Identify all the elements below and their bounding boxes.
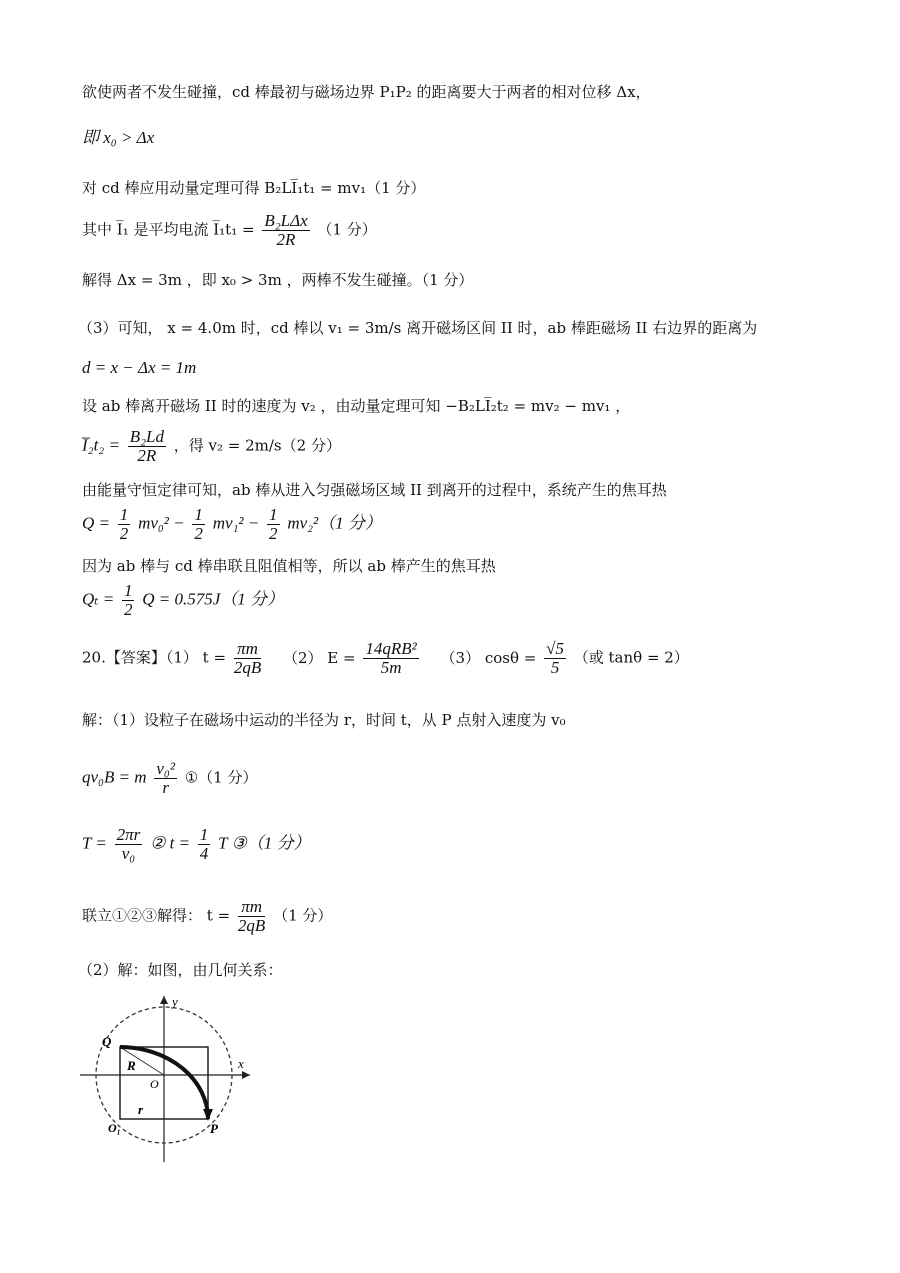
numerator: πm: [234, 640, 261, 659]
fraction: [118, 506, 131, 543]
text: qv₀B = m: [82, 767, 147, 787]
score: （1 分）: [273, 906, 333, 925]
fraction: [262, 212, 309, 249]
line-solution-1: 解：（1）设粒子在磁场中运动的半径为 r，时间 t，从 P 点射入速度为 v₀: [82, 711, 566, 729]
text: mv₂²（1 分）: [287, 513, 382, 533]
line-eq-2-3: [82, 826, 310, 863]
fraction: [122, 582, 135, 619]
text: 其中 I̅₁ 是平均电流 I̅₁t₁ =: [82, 220, 255, 239]
y-axis-arrow: [160, 996, 168, 1004]
eq-d: d = x − Δx = 1m: [82, 358, 197, 377]
text: T =: [82, 833, 107, 853]
text: ② t =: [150, 833, 191, 853]
denominator: 2: [194, 524, 203, 543]
fraction: [115, 826, 143, 863]
denominator: 2R: [276, 230, 296, 249]
text: I̅₂t₂ =: [82, 435, 120, 455]
text: ，得 v₂ = 2m/s（2 分）: [173, 436, 341, 455]
denominator: r: [162, 778, 169, 797]
score: （1 分）: [317, 220, 377, 239]
fraction: [363, 640, 418, 677]
line-average-current: [82, 212, 377, 249]
denominator: 4: [199, 844, 209, 863]
label-p: P: [210, 1121, 218, 1136]
fraction: [238, 898, 265, 935]
numerator: B₂Ld: [129, 427, 164, 446]
line-q-eq: [82, 506, 382, 543]
x-axis-arrow: [242, 1071, 250, 1079]
line-i2t2: [82, 428, 341, 465]
denominator: 2qB: [237, 916, 266, 935]
line-momentum-cd: 对 cd 棒应用动量定理可得 B₂LI̅₁t₁ = mv₁（1 分）: [82, 179, 426, 197]
numerator: B₂LΔx: [264, 211, 308, 230]
trajectory-figure: [72, 990, 262, 1168]
label-o1: O₁: [108, 1121, 121, 1135]
numerator: 1: [119, 505, 129, 524]
fraction: [128, 428, 166, 465]
text: ①（1 分）: [184, 768, 258, 787]
text: mv₀² −: [138, 513, 185, 533]
numerator: v₀²: [156, 759, 175, 778]
line-combine: [82, 898, 332, 935]
numerator: 2πr: [116, 825, 141, 844]
label-r-small: r: [138, 1102, 144, 1117]
numerator: 1: [194, 505, 203, 524]
fraction: [544, 640, 566, 677]
line-x0-gt-dx: [82, 128, 154, 148]
text: 联立①②③解得： t =: [82, 906, 231, 925]
denominator: 5m: [380, 658, 402, 677]
text: （3） cosθ =: [440, 648, 537, 667]
numerator: πm: [238, 898, 265, 917]
line-eq-1: [82, 760, 257, 797]
text: （2） E =: [283, 648, 356, 667]
denominator: 2: [269, 524, 278, 543]
eq-x0: 即 x₀ > Δx: [82, 128, 155, 147]
line-d-eq: [82, 358, 196, 378]
line-energy-conservation: 由能量守恒定律可知，ab 棒从进入匀强磁场区域 II 到离开的过程中，系统产生的焦耳热: [82, 481, 667, 499]
fraction: [234, 640, 261, 677]
numerator: 1: [199, 825, 209, 844]
denominator: v₀: [121, 844, 136, 863]
fraction: [198, 826, 211, 863]
text: 20.【答案】（1） t =: [82, 648, 227, 667]
numerator: 14qRB²: [365, 639, 417, 658]
fraction: [192, 506, 205, 543]
text: T ③（1 分）: [218, 833, 311, 853]
label-y: y: [172, 994, 178, 1009]
line-part3-intro: （3）可知， x = 4.0m 时，cd 棒以 v₁ = 3m/s 离开磁场区间 II 时，ab 棒距磁场 II 右边界的距离为: [78, 319, 758, 337]
line-solve-dx: 解得 Δx = 3m ，即 x₀ > 3m ，两棒不发生碰撞。（1 分）: [82, 271, 474, 289]
text: Q =: [82, 513, 110, 533]
numerator: 1: [269, 505, 278, 524]
text: Qₜ =: [82, 589, 115, 609]
denominator: 5: [550, 658, 560, 677]
fraction: [267, 506, 280, 543]
label-o: O: [150, 1077, 159, 1091]
line-series-equal: 因为 ab 棒与 cd 棒串联且阻值相等，所以 ab 棒产生的焦耳热: [82, 557, 496, 575]
label-x: x: [238, 1056, 244, 1071]
denominator: 2R: [137, 446, 157, 465]
text: Q = 0.575J（1 分）: [142, 589, 285, 609]
text: （或 tanθ = 2）: [573, 648, 689, 667]
line-collision-condition: 欲使两者不发生碰撞，cd 棒最初与磁场边界 P₁P₂ 的距离要大于两者的相对位移 Δx，: [82, 83, 651, 101]
text: mv₁² −: [212, 513, 260, 533]
line-answer-20: [82, 640, 689, 677]
denominator: 2qB: [233, 658, 262, 677]
line-momentum-ab: 设 ab 棒离开磁场 II 时的速度为 v₂ ，由动量定理可知 −B₂LI̅₂t₂ = mv₂ − mv₁ ，: [82, 397, 631, 415]
numerator: 1: [123, 581, 133, 600]
fraction: [154, 760, 177, 797]
denominator: 2: [123, 600, 133, 619]
numerator: √5: [546, 639, 564, 658]
line-qt-eq: [82, 582, 284, 619]
denominator: 2: [119, 524, 129, 543]
label-r-big: R: [127, 1058, 136, 1073]
label-q: Q: [102, 1034, 112, 1049]
line-part2-geometry: （2）解：如图，由几何关系：: [78, 961, 283, 979]
